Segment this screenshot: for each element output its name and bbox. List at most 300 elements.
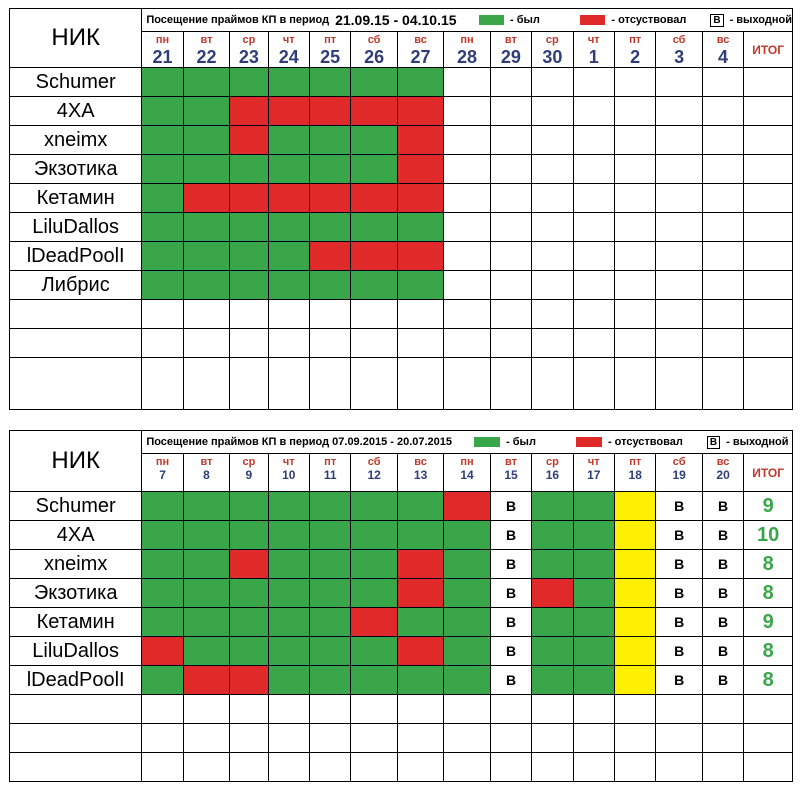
- empty-cell: [532, 184, 573, 213]
- table-row: [10, 242, 793, 271]
- empty-cell: [532, 695, 573, 724]
- empty-cell: [183, 300, 229, 329]
- present-cell: [230, 521, 268, 550]
- weekend-cell: В: [702, 579, 743, 608]
- total-value: 8: [744, 637, 793, 666]
- present-cell: [268, 242, 309, 271]
- empty-cell: [444, 155, 490, 184]
- day-header: [614, 32, 655, 68]
- day-number: 26: [364, 46, 385, 67]
- player-nick: Кетамин: [10, 184, 142, 213]
- empty-cell: [656, 213, 702, 242]
- day-header: [702, 454, 743, 492]
- absent-cell: [397, 579, 443, 608]
- empty-cell: [532, 358, 573, 410]
- day-number: 8: [203, 467, 210, 482]
- day-number: 12: [367, 467, 381, 482]
- present-cell: [183, 271, 229, 300]
- empty-cell: [490, 155, 531, 184]
- empty-cell: [444, 300, 490, 329]
- present-cell: [183, 579, 229, 608]
- day-header: [183, 32, 229, 68]
- table-row: [10, 753, 793, 782]
- weekend-cell: В: [490, 666, 531, 695]
- present-cell: [444, 521, 490, 550]
- present-cell: [397, 666, 443, 695]
- present-cell: [397, 492, 443, 521]
- present-cell: [142, 608, 183, 637]
- player-nick: Либрис: [10, 271, 142, 300]
- empty-cell: [573, 126, 614, 155]
- day-header: [397, 32, 443, 68]
- total-value: [744, 271, 793, 300]
- present-cell: [142, 521, 183, 550]
- player-nick: [10, 329, 142, 358]
- empty-cell: [309, 358, 350, 410]
- total-value: 8: [744, 666, 793, 695]
- empty-cell: [656, 271, 702, 300]
- attendance-table-1: [9, 8, 793, 410]
- present-cell: [183, 637, 229, 666]
- present-cell: [268, 126, 309, 155]
- present-cell: [230, 637, 268, 666]
- title-legend-cell: [142, 9, 793, 32]
- table-row: [10, 492, 793, 521]
- empty-cell: [351, 753, 397, 782]
- absent-cell: [309, 242, 350, 271]
- empty-cell: [444, 753, 490, 782]
- table-row: [10, 155, 793, 184]
- present-cell: [183, 97, 229, 126]
- present-cell: [397, 213, 443, 242]
- present-cell: [142, 666, 183, 695]
- present-cell: [573, 579, 614, 608]
- day-of-week: ср: [242, 456, 256, 468]
- table-row: [10, 329, 793, 358]
- present-cell: [230, 155, 268, 184]
- day-of-week: сб: [672, 34, 686, 46]
- legend-present-swatch: [474, 437, 500, 447]
- present-cell: [142, 68, 183, 97]
- day-header: [268, 32, 309, 68]
- empty-cell: [615, 753, 656, 782]
- empty-cell: [702, 753, 743, 782]
- day-of-week: пт: [324, 456, 337, 468]
- day-header: [532, 454, 573, 492]
- empty-cell: [656, 68, 702, 97]
- total-column-header: ИТОГ: [744, 32, 793, 68]
- player-nick: lDeadPoolI: [10, 242, 142, 271]
- total-value: [744, 695, 793, 724]
- present-cell: [309, 637, 350, 666]
- present-cell: [183, 126, 229, 155]
- empty-cell: [142, 753, 183, 782]
- empty-cell: [656, 184, 702, 213]
- table-row: [10, 97, 793, 126]
- player-nick: Экзотика: [10, 155, 142, 184]
- total-column-header: ИТОГ: [744, 454, 793, 492]
- empty-cell: [573, 695, 614, 724]
- day-of-week: вс: [414, 34, 427, 46]
- day-number: 9: [245, 467, 253, 482]
- total-value: [744, 213, 793, 242]
- holiday-cell: [615, 550, 656, 579]
- empty-cell: [656, 724, 702, 753]
- empty-cell: [309, 329, 350, 358]
- day-number: 20: [716, 467, 730, 482]
- empty-cell: [351, 358, 397, 410]
- player-nick: [10, 358, 142, 410]
- total-value: [744, 126, 793, 155]
- day-of-week: вс: [414, 456, 427, 468]
- day-of-week: вт: [504, 34, 517, 46]
- present-cell: [573, 637, 614, 666]
- day-header: [309, 454, 350, 492]
- present-cell: [183, 608, 229, 637]
- day-number: 11: [323, 467, 337, 482]
- empty-cell: [656, 695, 702, 724]
- present-cell: [142, 271, 183, 300]
- present-cell: [351, 213, 397, 242]
- day-number: 29: [500, 46, 521, 67]
- weekend-cell: В: [490, 608, 531, 637]
- present-cell: [183, 492, 229, 521]
- empty-cell: [532, 724, 573, 753]
- player-nick: xneimx: [10, 126, 142, 155]
- day-of-week: сб: [367, 456, 381, 468]
- day-number: 14: [460, 467, 474, 482]
- present-cell: [532, 550, 573, 579]
- legend-absent-swatch: [580, 15, 605, 25]
- absent-cell: [397, 126, 443, 155]
- total-value: 9: [744, 492, 793, 521]
- absent-cell: [230, 184, 268, 213]
- empty-cell: [142, 695, 183, 724]
- day-of-week: чт: [282, 456, 295, 468]
- table-row: [10, 184, 793, 213]
- empty-cell: [230, 300, 268, 329]
- empty-cell: [490, 329, 531, 358]
- absent-cell: [230, 126, 268, 155]
- empty-cell: [532, 329, 573, 358]
- holiday-cell: [615, 579, 656, 608]
- absent-cell: [351, 608, 397, 637]
- absent-cell: [309, 184, 350, 213]
- empty-cell: [268, 300, 309, 329]
- present-cell: [268, 271, 309, 300]
- total-value: [744, 329, 793, 358]
- empty-cell: [532, 271, 573, 300]
- absent-cell: [397, 242, 443, 271]
- empty-cell: [351, 329, 397, 358]
- present-cell: [532, 492, 573, 521]
- empty-cell: [702, 184, 743, 213]
- day-header: [444, 32, 490, 68]
- present-cell: [268, 213, 309, 242]
- empty-cell: [444, 329, 490, 358]
- day-header: [142, 454, 183, 492]
- present-cell: [532, 637, 573, 666]
- empty-cell: [573, 155, 614, 184]
- day-header: [142, 32, 183, 68]
- day-of-week: чт: [282, 34, 295, 46]
- present-cell: [351, 155, 397, 184]
- empty-cell: [268, 695, 309, 724]
- present-cell: [142, 492, 183, 521]
- empty-cell: [397, 300, 443, 329]
- player-nick: LiluDallos: [10, 637, 142, 666]
- empty-cell: [532, 300, 573, 329]
- player-nick: [10, 695, 142, 724]
- table-row: [10, 126, 793, 155]
- absent-cell: [183, 666, 229, 695]
- nick-column-header: НИК: [10, 431, 142, 492]
- empty-cell: [532, 213, 573, 242]
- absent-cell: [230, 550, 268, 579]
- present-cell: [142, 155, 183, 184]
- weekend-cell: В: [490, 492, 531, 521]
- empty-cell: [614, 155, 655, 184]
- present-cell: [309, 579, 350, 608]
- empty-cell: [309, 724, 350, 753]
- absent-cell: [351, 184, 397, 213]
- present-cell: [397, 68, 443, 97]
- nick-column-header: НИК: [10, 9, 142, 68]
- period-title: Посещение праймов КП в период 07.09.2015 - 20.07.2015: [146, 436, 453, 448]
- present-cell: [183, 521, 229, 550]
- empty-cell: [702, 300, 743, 329]
- weekend-cell: В: [490, 579, 531, 608]
- present-cell: [268, 608, 309, 637]
- present-cell: [309, 271, 350, 300]
- empty-cell: [532, 68, 573, 97]
- table-row: [10, 271, 793, 300]
- present-cell: [351, 271, 397, 300]
- present-cell: [573, 608, 614, 637]
- day-of-week: пн: [155, 34, 170, 46]
- total-value: [744, 184, 793, 213]
- player-nick: lDeadPoolI: [10, 666, 142, 695]
- empty-cell: [702, 126, 743, 155]
- day-header: [268, 454, 309, 492]
- empty-cell: [614, 271, 655, 300]
- empty-cell: [351, 300, 397, 329]
- table-row: [10, 68, 793, 97]
- player-nick: Экзотика: [10, 579, 142, 608]
- present-cell: [268, 666, 309, 695]
- empty-cell: [490, 68, 531, 97]
- absent-cell: [142, 637, 183, 666]
- weekend-cell: В: [490, 521, 531, 550]
- empty-cell: [490, 242, 531, 271]
- day-header: [351, 32, 397, 68]
- present-cell: [351, 550, 397, 579]
- table-row: [10, 608, 793, 637]
- day-number: 30: [542, 46, 563, 67]
- legend-weekend-label: - выходной: [726, 436, 789, 448]
- empty-cell: [444, 184, 490, 213]
- empty-cell: [573, 300, 614, 329]
- empty-cell: [573, 68, 614, 97]
- present-cell: [142, 97, 183, 126]
- present-cell: [309, 550, 350, 579]
- day-of-week: ср: [242, 34, 256, 46]
- empty-cell: [702, 724, 743, 753]
- total-value: [744, 155, 793, 184]
- present-cell: [230, 271, 268, 300]
- table-row: [10, 666, 793, 695]
- empty-cell: [615, 695, 656, 724]
- empty-cell: [490, 695, 531, 724]
- present-cell: [444, 637, 490, 666]
- holiday-cell: [615, 608, 656, 637]
- absent-cell: [309, 97, 350, 126]
- empty-cell: [309, 695, 350, 724]
- empty-cell: [532, 753, 573, 782]
- holiday-cell: [615, 666, 656, 695]
- empty-cell: [444, 724, 490, 753]
- present-cell: [268, 579, 309, 608]
- present-cell: [309, 126, 350, 155]
- weekend-cell: В: [702, 492, 743, 521]
- present-cell: [532, 521, 573, 550]
- weekend-cell: В: [656, 637, 702, 666]
- day-of-week: вс: [716, 34, 730, 46]
- present-cell: [397, 521, 443, 550]
- day-number: 4: [718, 46, 729, 67]
- empty-cell: [614, 213, 655, 242]
- empty-cell: [573, 724, 614, 753]
- day-of-week: сб: [367, 34, 381, 46]
- present-cell: [268, 550, 309, 579]
- present-cell: [309, 155, 350, 184]
- holiday-cell: [615, 637, 656, 666]
- empty-cell: [702, 271, 743, 300]
- absent-cell: [397, 550, 443, 579]
- empty-cell: [183, 329, 229, 358]
- player-nick: xneimx: [10, 550, 142, 579]
- present-cell: [142, 184, 183, 213]
- absent-cell: [397, 155, 443, 184]
- present-cell: [351, 637, 397, 666]
- day-number: 7: [159, 467, 166, 482]
- day-of-week: вт: [504, 456, 517, 468]
- empty-cell: [444, 126, 490, 155]
- empty-cell: [614, 329, 655, 358]
- legend-absent-swatch: [576, 437, 602, 447]
- day-of-week: сб: [672, 456, 686, 468]
- weekend-cell: В: [702, 550, 743, 579]
- empty-cell: [490, 213, 531, 242]
- day-of-week: чт: [587, 456, 600, 468]
- day-number: 23: [238, 46, 259, 67]
- empty-cell: [142, 358, 183, 410]
- empty-cell: [183, 358, 229, 410]
- empty-cell: [490, 300, 531, 329]
- day-header: [490, 454, 531, 492]
- day-header: [656, 32, 702, 68]
- day-of-week: вт: [200, 34, 213, 46]
- day-number: 19: [672, 467, 686, 482]
- legend-absent-label: - отсуствовал: [611, 14, 687, 26]
- day-header: [230, 454, 268, 492]
- weekend-cell: В: [702, 637, 743, 666]
- day-number: 2: [630, 46, 641, 67]
- empty-cell: [142, 300, 183, 329]
- present-cell: [230, 608, 268, 637]
- present-cell: [309, 666, 350, 695]
- attendance-grid: [9, 8, 793, 410]
- absent-cell: [397, 637, 443, 666]
- present-cell: [142, 213, 183, 242]
- empty-cell: [230, 724, 268, 753]
- present-cell: [351, 666, 397, 695]
- day-of-week: пт: [629, 34, 642, 46]
- empty-cell: [444, 242, 490, 271]
- empty-cell: [444, 97, 490, 126]
- empty-cell: [656, 242, 702, 271]
- empty-cell: [183, 695, 229, 724]
- day-number: 10: [282, 467, 296, 482]
- day-header: [573, 454, 614, 492]
- weekend-cell: В: [702, 608, 743, 637]
- day-header: [351, 454, 397, 492]
- day-number: 24: [278, 46, 299, 67]
- present-cell: [183, 155, 229, 184]
- empty-cell: [532, 97, 573, 126]
- present-cell: [573, 521, 614, 550]
- day-number: 3: [674, 46, 685, 67]
- empty-cell: [702, 213, 743, 242]
- total-value: [744, 358, 793, 410]
- present-cell: [444, 579, 490, 608]
- absent-cell: [397, 184, 443, 213]
- empty-cell: [268, 724, 309, 753]
- day-number: 1: [588, 46, 599, 67]
- total-value: [744, 97, 793, 126]
- empty-cell: [444, 695, 490, 724]
- empty-cell: [490, 724, 531, 753]
- empty-cell: [614, 126, 655, 155]
- empty-cell: [702, 155, 743, 184]
- day-header: [183, 454, 229, 492]
- present-cell: [268, 492, 309, 521]
- day-of-week: пн: [155, 456, 170, 468]
- absent-cell: [444, 492, 490, 521]
- day-of-week: пн: [460, 456, 474, 468]
- empty-cell: [490, 97, 531, 126]
- table-row: [10, 724, 793, 753]
- weekend-cell: В: [490, 637, 531, 666]
- empty-cell: [444, 68, 490, 97]
- table-row: [10, 358, 793, 410]
- absent-cell: [268, 184, 309, 213]
- day-number: 16: [545, 467, 560, 482]
- table-row: [10, 579, 793, 608]
- empty-cell: [230, 358, 268, 410]
- present-cell: [397, 608, 443, 637]
- present-cell: [351, 126, 397, 155]
- empty-cell: [444, 213, 490, 242]
- total-value: [744, 242, 793, 271]
- table-row: [10, 300, 793, 329]
- empty-cell: [444, 358, 490, 410]
- present-cell: [573, 666, 614, 695]
- day-number: 22: [196, 46, 217, 67]
- day-header: [490, 32, 531, 68]
- legend-absent-label: - отсуствовал: [607, 436, 683, 448]
- total-value: 9: [744, 608, 793, 637]
